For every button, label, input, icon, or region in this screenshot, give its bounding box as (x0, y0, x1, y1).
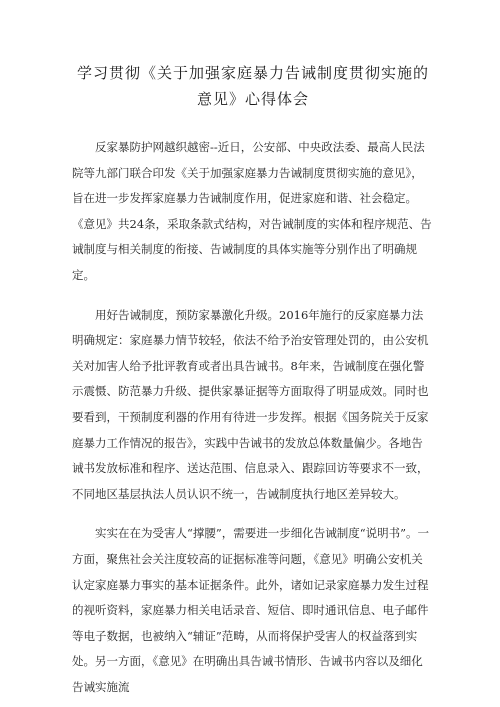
title-line-1: 学习贯彻《关于加强家庭暴力告诫制度贯彻实施的 (76, 64, 429, 82)
title-line-2: 意见》心得体会 (196, 90, 309, 108)
paragraph-2: 用好告诫制度，预防家暴激化升级。2016年施行的反家庭暴力法明确规定：家庭暴力情节较轻，依法不给予治安管理处罚的，由公安机关对加害人给予批评教育或者出具告诫书。8年来，告诫制度在强化警示震慑、防范暴力升级、提供家暴证据等方面取得了明显成效。同时也要看到，干预制度利器的作用有待进一步发挥。根据《国务院关于反家庭暴力工作情况的报告》，实践中告诫书的发放总体数量偏少。各地告诫书发放标准和程序、送达范围、信息录入、跟踪回访等要求不一致，不同地区基层执法人员认识不统一，告诫制度执行地区差异较大。 (72, 307, 429, 501)
paragraph-1: 反家暴防护网越织越密--近日，公安部、中央政法委、最高人民法院等九部门联合印发《关于加强家庭暴力告诫制度贯彻实施的意见》，旨在进一步发挥家庭暴力告诫制度作用，促进家庭和谐、社会稳定。《意见》共24条，采取条款式结构，对告诫制度的实体和程序规范、告诫制度与相关制度的衔接、告诫制度的具体实施等分别作出了明确规定。 (72, 140, 432, 282)
document-title (72, 60, 434, 112)
document-body (72, 135, 434, 700)
paragraph-3: 实实在在为受害人“撑腰”，需要进一步细化告诫制度“说明书”。一方面，聚焦社会关注度较高的证据标准等问题，《意见》明确公安机关认定家庭暴力事实的基本证据条件。此外，诸如记录家庭暴力发生过程的视听资料，家庭暴力相关电话录音、短信、即时通讯信息、电子邮件等电子数据，也被纳入“辅证”范畴，从而将保护受害人的权益落到实处。另一方面，《意见》在明确出具告诫书情形、告诫书内容以及细化告诫实施流 (72, 526, 430, 694)
